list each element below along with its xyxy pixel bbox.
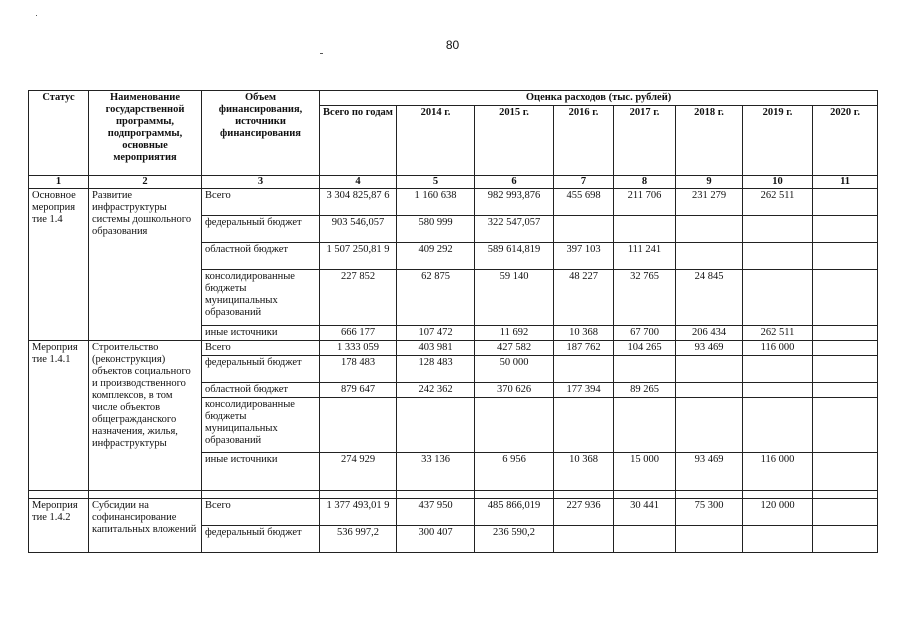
amount-cell: 178 483 [320,356,397,383]
amount-cell: 107 472 [397,326,475,341]
row-status: Мероприя тие 1.4.1 [29,341,89,491]
funding-source: областной бюджет [202,383,320,398]
amount-cell: 274 929 [320,453,397,491]
amount-cell [743,356,813,383]
amount-cell: 10 368 [554,326,614,341]
amount-cell: 177 394 [554,383,614,398]
amount-cell [813,243,878,270]
amount-cell: 93 469 [676,453,743,491]
row-program-name: Развитие инфраструктуры системы дошкольного образования [89,189,202,341]
amount-cell [743,526,813,553]
amount-cell: 24 845 [676,270,743,326]
empty-cell [29,491,89,499]
funding-source: иные источники [202,453,320,491]
row-status: Мероприя тие 1.4.2 [29,499,89,553]
amount-cell [614,398,676,453]
header-volume: Объем финансирования, источники финансирования [202,91,320,176]
amount-cell: 231 279 [676,189,743,216]
amount-cell: 30 441 [614,499,676,526]
amount-cell [813,216,878,243]
amount-cell [743,398,813,453]
scan-speck [36,15,37,16]
amount-cell [614,526,676,553]
amount-cell: 75 300 [676,499,743,526]
column-number: 9 [676,176,743,189]
amount-cell [813,398,878,453]
row-program-name: Строительство (реконструкция) объектов социального и производственного комплексов, в том числе объектов общегражданского назначения, жилья, инфраструктуры [89,341,202,491]
amount-cell: 50 000 [475,356,554,383]
amount-cell: 982 993,876 [475,189,554,216]
empty-cell [397,491,475,499]
amount-cell [813,499,878,526]
amount-cell: 485 866,019 [475,499,554,526]
amount-cell: 227 936 [554,499,614,526]
funding-source: федеральный бюджет [202,526,320,553]
amount-cell [676,216,743,243]
amount-cell: 211 706 [614,189,676,216]
amount-cell [813,356,878,383]
header-year-2020: 2020 г. [813,106,878,176]
amount-cell [743,270,813,326]
amount-cell: 187 762 [554,341,614,356]
amount-cell [813,453,878,491]
column-number: 11 [813,176,878,189]
amount-cell: 15 000 [614,453,676,491]
amount-cell: 89 265 [614,383,676,398]
amount-cell [813,383,878,398]
amount-cell: 32 765 [614,270,676,326]
funding-source: областной бюджет [202,243,320,270]
header-year-2016: 2016 г. [554,106,614,176]
amount-cell: 300 407 [397,526,475,553]
empty-cell [554,491,614,499]
funding-source: федеральный бюджет [202,216,320,243]
empty-cell [320,491,397,499]
header-year-2018: 2018 г. [676,106,743,176]
header-year-2017: 2017 г. [614,106,676,176]
funding-source: консолидированные бюджеты муниципальных образований [202,398,320,453]
amount-cell [397,398,475,453]
amount-cell: 437 950 [397,499,475,526]
amount-cell: 1 333 059 [320,341,397,356]
column-number-row [29,176,878,189]
funding-source: Всего [202,189,320,216]
amount-cell: 116 000 [743,341,813,356]
spacer-row [29,491,878,499]
amount-cell: 206 434 [676,326,743,341]
table-body [29,176,878,553]
row-program-name: Субсидии на софинансирование капитальных вложений [89,499,202,553]
table-row [29,341,878,356]
empty-cell [743,491,813,499]
amount-cell: 322 547,057 [475,216,554,243]
amount-cell: 879 647 [320,383,397,398]
amount-cell: 93 469 [676,341,743,356]
page-number: 80 [445,38,460,52]
amount-cell [813,189,878,216]
amount-cell [676,243,743,270]
header-name: Наименование государственной программы, подпрограммы, основные мероприятия [89,91,202,176]
amount-cell: 120 000 [743,499,813,526]
amount-cell: 409 292 [397,243,475,270]
amount-cell [676,383,743,398]
table-row [29,189,878,216]
empty-cell [813,491,878,499]
amount-cell: 1 507 250,81 9 [320,243,397,270]
amount-cell: 666 177 [320,326,397,341]
row-status: Основное мероприя тие 1.4 [29,189,89,341]
amount-cell [554,356,614,383]
empty-cell [614,491,676,499]
budget-table [28,90,878,553]
amount-cell [813,526,878,553]
column-number: 8 [614,176,676,189]
column-number: 2 [89,176,202,189]
amount-cell: 11 692 [475,326,554,341]
amount-cell: 262 511 [743,189,813,216]
header-status: Статус [29,91,89,176]
amount-cell [554,398,614,453]
amount-cell: 397 103 [554,243,614,270]
empty-cell [676,491,743,499]
amount-cell: 48 227 [554,270,614,326]
amount-cell [743,383,813,398]
amount-cell: 1 160 638 [397,189,475,216]
amount-cell: 903 546,057 [320,216,397,243]
amount-cell: 242 362 [397,383,475,398]
amount-cell: 580 999 [397,216,475,243]
amount-cell: 427 582 [475,341,554,356]
amount-cell [614,356,676,383]
amount-cell [676,526,743,553]
amount-cell: 6 956 [475,453,554,491]
amount-cell [813,326,878,341]
table-row [29,499,878,526]
amount-cell: 62 875 [397,270,475,326]
funding-source: федеральный бюджет [202,356,320,383]
column-number: 6 [475,176,554,189]
amount-cell: 370 626 [475,383,554,398]
amount-cell: 455 698 [554,189,614,216]
scan-speck [320,53,323,54]
column-number: 10 [743,176,813,189]
amount-cell: 111 241 [614,243,676,270]
amount-cell [614,216,676,243]
amount-cell [676,356,743,383]
empty-cell [475,491,554,499]
amount-cell: 104 265 [614,341,676,356]
column-number: 5 [397,176,475,189]
amount-cell [743,243,813,270]
amount-cell [554,216,614,243]
funding-source: консолидированные бюджеты муниципальных образований [202,270,320,326]
amount-cell: 236 590,2 [475,526,554,553]
amount-cell [320,398,397,453]
amount-cell: 1 377 493,01 9 [320,499,397,526]
header-estimate: Оценка расходов (тыс. рублей) [320,91,878,106]
empty-cell [202,491,320,499]
column-number: 1 [29,176,89,189]
header-year-2019: 2019 г. [743,106,813,176]
header-year-2015: 2015 г. [475,106,554,176]
amount-cell: 227 852 [320,270,397,326]
amount-cell: 589 614,819 [475,243,554,270]
amount-cell: 3 304 825,87 6 [320,189,397,216]
amount-cell: 59 140 [475,270,554,326]
amount-cell: 536 997,2 [320,526,397,553]
amount-cell: 67 700 [614,326,676,341]
amount-cell [554,526,614,553]
header-year-total: Всего по годам [320,106,397,176]
header-year-2014: 2014 г. [397,106,475,176]
amount-cell: 128 483 [397,356,475,383]
amount-cell: 116 000 [743,453,813,491]
column-number: 7 [554,176,614,189]
amount-cell [813,270,878,326]
amount-cell [676,398,743,453]
amount-cell: 33 136 [397,453,475,491]
funding-source: Всего [202,341,320,356]
amount-cell: 262 511 [743,326,813,341]
amount-cell [475,398,554,453]
funding-source: Всего [202,499,320,526]
column-number: 3 [202,176,320,189]
empty-cell [89,491,202,499]
column-number: 4 [320,176,397,189]
amount-cell: 403 981 [397,341,475,356]
amount-cell [743,216,813,243]
amount-cell [813,341,878,356]
funding-source: иные источники [202,326,320,341]
amount-cell: 10 368 [554,453,614,491]
